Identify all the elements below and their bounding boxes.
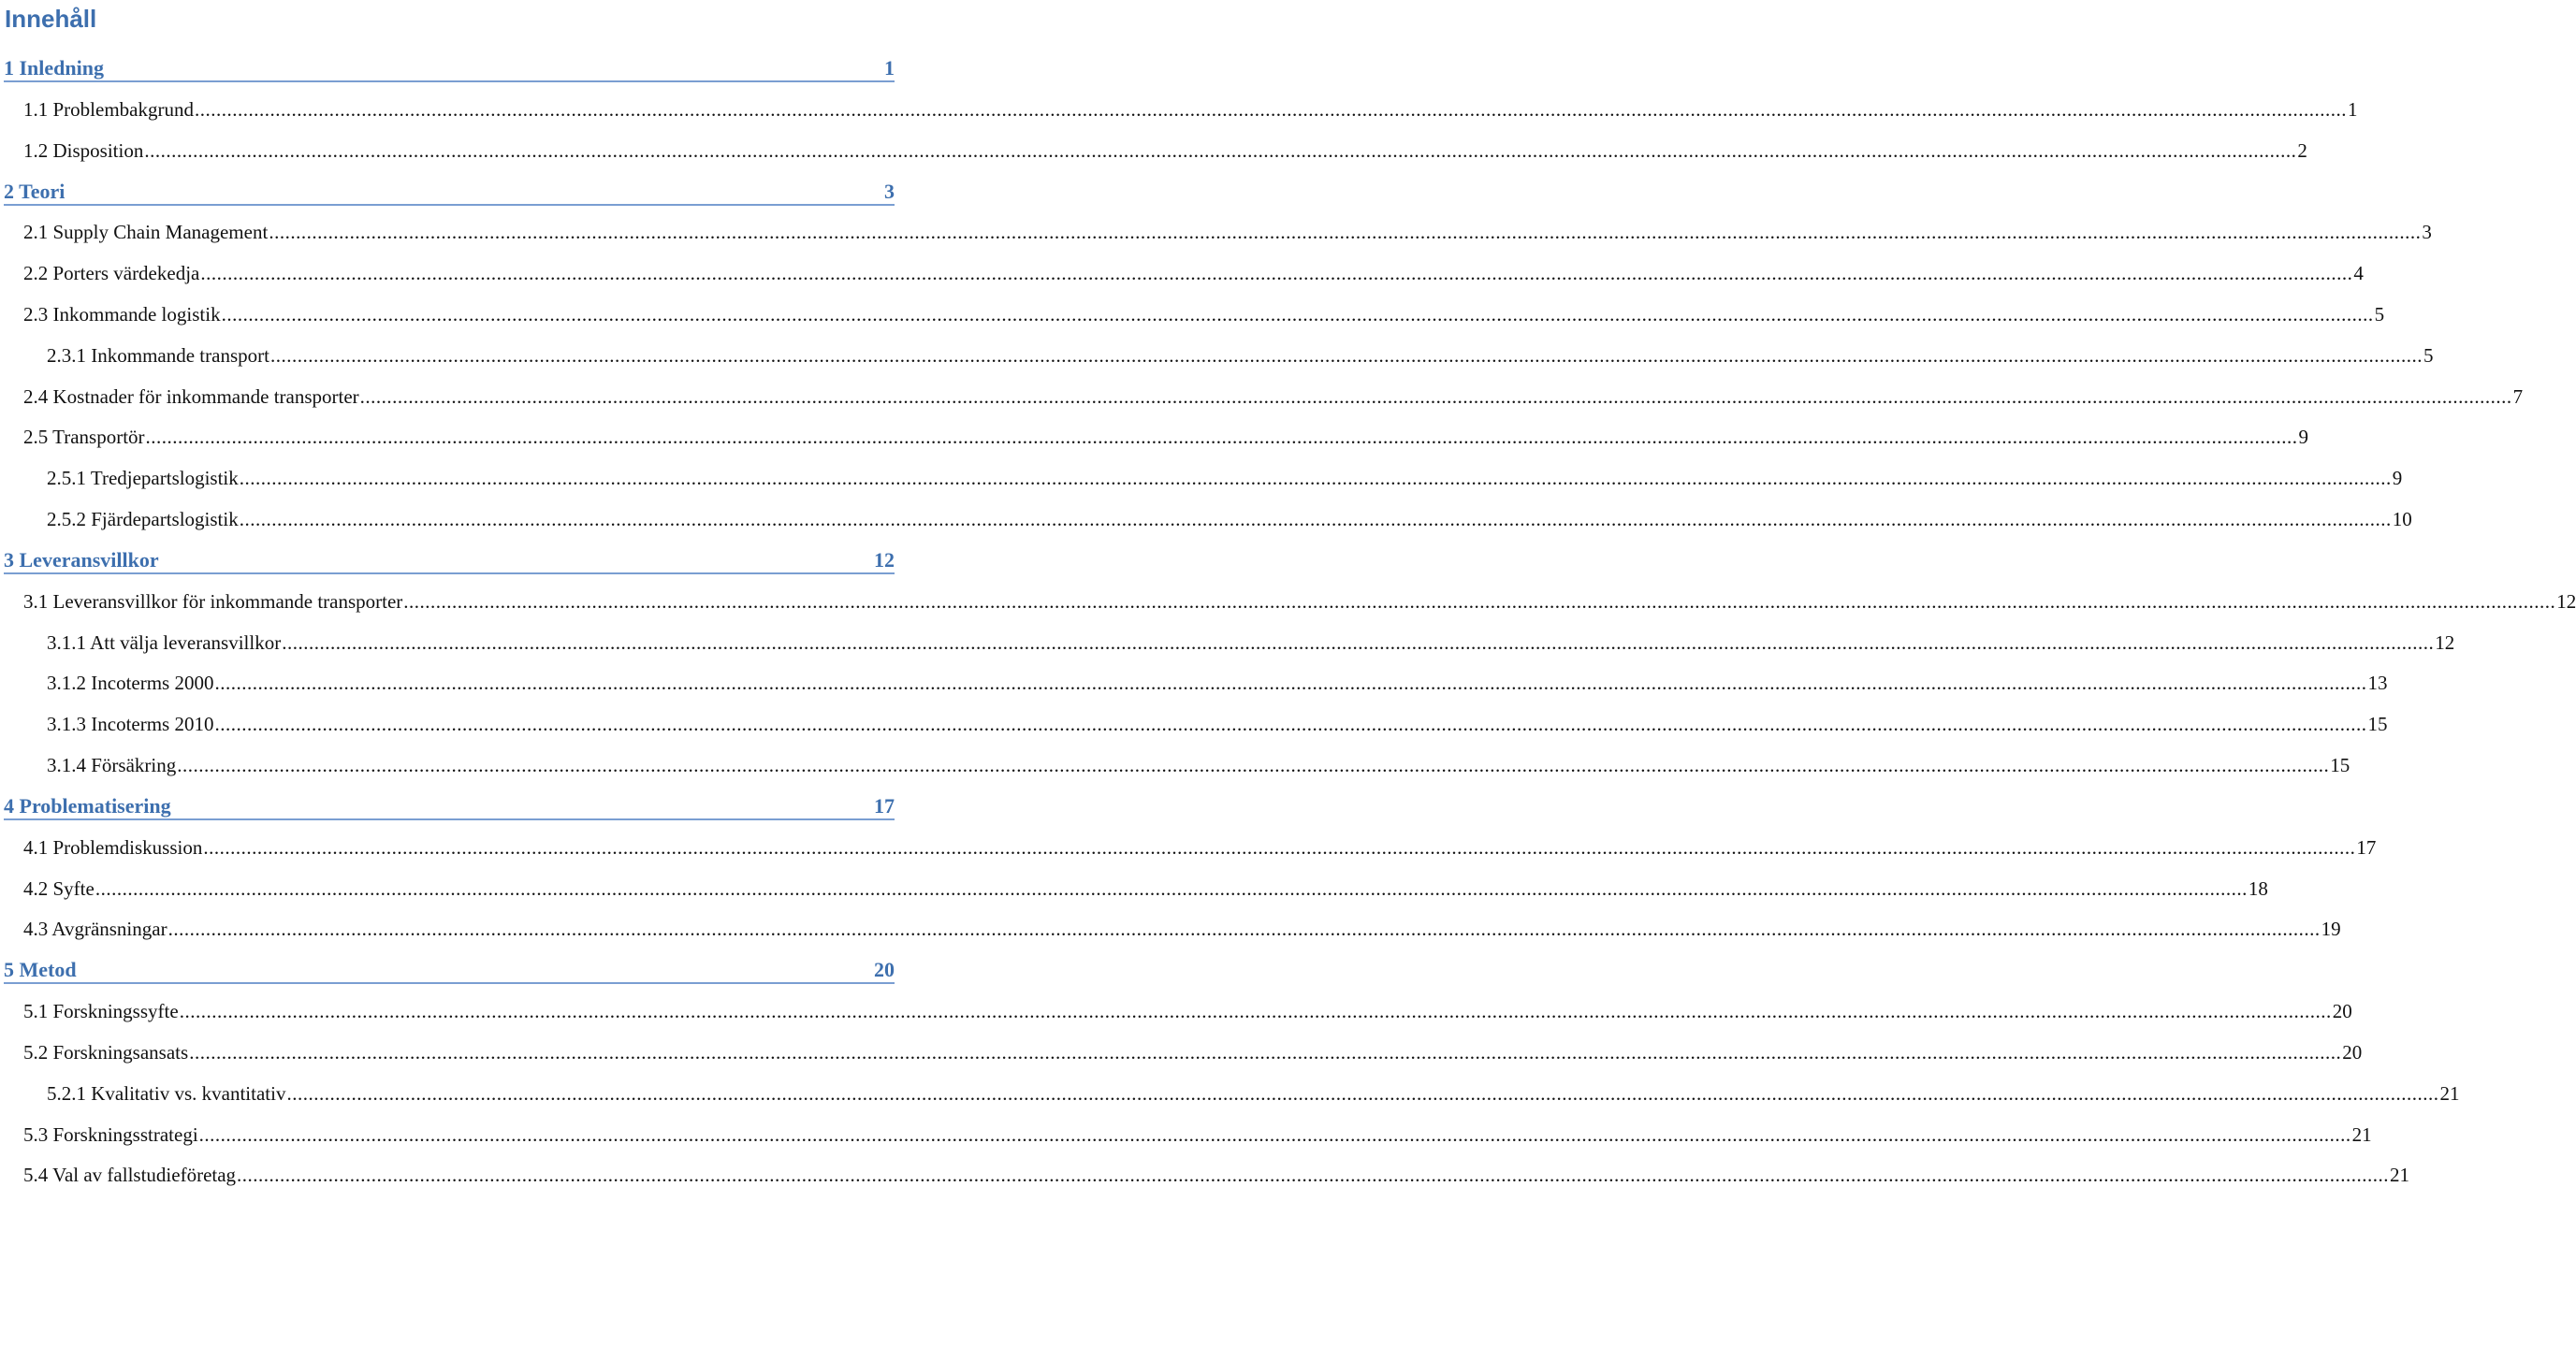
toc-entry-page-number: 7: [2512, 385, 2524, 408]
toc-entry-label: 5.1 Forskningssyfte: [23, 1000, 179, 1022]
toc-entry-label: 3.1 Leveransvillkor för inkommande transporter: [23, 590, 403, 613]
toc-entry-row[interactable]: [0, 995, 2352, 1023]
toc-entry-label: 2.3.1 Inkommande transport: [47, 344, 269, 367]
toc-entry-row[interactable]: [0, 381, 2524, 409]
toc-chapter-label: 5 Metod: [4, 958, 77, 981]
toc-entry-page-number: 21: [2351, 1123, 2372, 1146]
toc-dot-leader: ................................................................................................................................................................................................................................................................................................................................................................................................................: [282, 631, 2435, 654]
toc-entry-label: 3.1.4 Försäkring: [47, 754, 177, 776]
toc-entry-page-number: 17: [2356, 836, 2377, 859]
toc-entry-row[interactable]: [0, 873, 2268, 901]
toc-chapter-label: 2 Teori: [4, 180, 65, 203]
toc-entry-row[interactable]: [0, 216, 2432, 244]
toc-entry-row[interactable]: [0, 627, 2455, 655]
toc-dot-leader: ................................................................................................................................................................................................................................................................................................................................................................................................................: [269, 221, 2422, 243]
toc-chapter-label: 3 Leveransvillkor: [4, 548, 159, 572]
toc-chapter-page-number: 1: [884, 56, 895, 80]
toc-entry-row[interactable]: [0, 503, 2412, 531]
toc-chapter-row[interactable]: [4, 176, 895, 206]
toc-dot-leader: ................................................................................................................................................................................................................................................................................................................................................................................................................: [269, 344, 2423, 367]
toc-entry-row[interactable]: [0, 1159, 2410, 1187]
toc-entry-page-number: 12: [2556, 590, 2576, 613]
toc-dot-leader: ................................................................................................................................................................................................................................................................................................................................................................................................................: [221, 303, 2374, 326]
toc-entry-label: 1.2 Disposition: [23, 139, 144, 162]
toc-entry-page-number: 13: [2367, 672, 2388, 694]
toc-entry-page-number: 18: [2248, 877, 2268, 900]
toc-entry-page-number: 5: [2374, 303, 2385, 326]
toc-entry-label: 4.1 Problemdiskussion: [23, 836, 203, 859]
toc-dot-leader: ................................................................................................................................................................................................................................................................................................................................................................................................................: [177, 754, 2330, 776]
toc-entry-page-number: 3: [2422, 221, 2432, 243]
toc-entry-row[interactable]: [0, 749, 2350, 777]
toc-chapter-page-number: 3: [884, 180, 895, 203]
toc-entry-label: 4.3 Avgränsningar: [23, 918, 167, 940]
toc-entry-row[interactable]: [0, 586, 2576, 614]
toc-chapter-row[interactable]: [4, 954, 895, 984]
toc-entry-row[interactable]: [0, 667, 2388, 695]
toc-chapter-row[interactable]: [4, 790, 895, 820]
toc-entry-row[interactable]: [0, 1078, 2460, 1106]
toc-entry-label: 3.1.3 Incoterms 2010: [47, 713, 214, 735]
toc-entry-row[interactable]: [0, 1036, 2363, 1064]
toc-entry-label: 5.2 Forskningsansats: [23, 1041, 189, 1064]
toc-entry-label: 3.1.1 Att välja leveransvillkor: [47, 631, 282, 654]
toc-entry-page-number: 19: [2321, 918, 2341, 940]
toc-entry-label: 2.2 Porters värdekedja: [23, 262, 200, 284]
toc-entry-page-number: 9: [2392, 467, 2403, 489]
toc-entry-row[interactable]: [0, 94, 2358, 122]
toc-entry-label: 5.2.1 Kvalitativ vs. kvantitativ: [47, 1082, 286, 1105]
toc-entry-page-number: 21: [2439, 1082, 2460, 1105]
toc-dot-leader: ................................................................................................................................................................................................................................................................................................................................................................................................................: [144, 139, 2297, 162]
toc-entry-row[interactable]: [0, 257, 2364, 285]
toc-entry-label: 5.4 Val av fallstudieföretag: [23, 1164, 237, 1186]
toc-title: Innehåll: [5, 5, 97, 33]
toc-chapter-row[interactable]: [4, 52, 895, 82]
toc-dot-leader: ................................................................................................................................................................................................................................................................................................................................................................................................................: [179, 1000, 2332, 1022]
toc-entry-row[interactable]: [0, 421, 2309, 449]
toc-entry-page-number: 21: [2390, 1164, 2410, 1186]
toc-dot-leader: ................................................................................................................................................................................................................................................................................................................................................................................................................: [239, 467, 2392, 489]
toc-chapter-page-number: 12: [874, 548, 895, 572]
toc-entry-page-number: 20: [2342, 1041, 2363, 1064]
toc-entry-page-number: 15: [2367, 713, 2388, 735]
toc-entry-page-number: 9: [2298, 426, 2309, 448]
toc-dot-leader: ................................................................................................................................................................................................................................................................................................................................................................................................................: [214, 672, 2367, 694]
toc-entry-row[interactable]: [0, 298, 2385, 326]
toc-entry-page-number: 2: [2297, 139, 2307, 162]
toc-dot-leader: ................................................................................................................................................................................................................................................................................................................................................................................................................: [286, 1082, 2439, 1105]
toc-entry-row[interactable]: [0, 913, 2341, 941]
toc-dot-leader: ................................................................................................................................................................................................................................................................................................................................................................................................................: [214, 713, 2367, 735]
toc-dot-leader: ................................................................................................................................................................................................................................................................................................................................................................................................................: [359, 385, 2512, 408]
toc-dot-leader: ................................................................................................................................................................................................................................................................................................................................................................................................................: [194, 98, 2347, 121]
toc-chapter-label: 1 Inledning: [4, 56, 104, 80]
toc-dot-leader: ................................................................................................................................................................................................................................................................................................................................................................................................................: [95, 877, 2248, 900]
toc-entry-label: 1.1 Problembakgrund: [23, 98, 194, 121]
toc-dot-leader: ................................................................................................................................................................................................................................................................................................................................................................................................................: [167, 918, 2321, 940]
toc-dot-leader: ................................................................................................................................................................................................................................................................................................................................................................................................................: [237, 1164, 2390, 1186]
toc-entry-row[interactable]: [0, 832, 2377, 860]
toc-dot-leader: ................................................................................................................................................................................................................................................................................................................................................................................................................: [145, 426, 2298, 448]
toc-entry-page-number: 12: [2435, 631, 2455, 654]
toc-entry-page-number: 15: [2330, 754, 2350, 776]
toc-dot-leader: ................................................................................................................................................................................................................................................................................................................................................................................................................: [200, 262, 2353, 284]
toc-entry-page-number: 10: [2392, 508, 2412, 530]
toc-dot-leader: ................................................................................................................................................................................................................................................................................................................................................................................................................: [203, 836, 2356, 859]
toc-entry-label: 5.3 Forskningsstrategi: [23, 1123, 198, 1146]
toc-entry-label: 2.5.1 Tredjepartslogistik: [47, 467, 239, 489]
toc-entry-label: 2.4 Kostnader för inkommande transporter: [23, 385, 359, 408]
toc-entry-label: 2.5 Transportör: [23, 426, 145, 448]
toc-entry-page-number: 20: [2332, 1000, 2352, 1022]
toc-entry-page-number: 4: [2353, 262, 2364, 284]
toc-chapter-page-number: 17: [874, 794, 895, 818]
toc-dot-leader: ................................................................................................................................................................................................................................................................................................................................................................................................................: [239, 508, 2392, 530]
toc-entry-page-number: 5: [2423, 344, 2434, 367]
toc-entry-label: 4.2 Syfte: [23, 877, 95, 900]
toc-chapter-row[interactable]: [4, 544, 895, 574]
toc-entry-label: 3.1.2 Incoterms 2000: [47, 672, 214, 694]
toc-dot-leader: ................................................................................................................................................................................................................................................................................................................................................................................................................: [189, 1041, 2342, 1064]
toc-entry-label: 2.3 Inkommande logistik: [23, 303, 221, 326]
toc-entry-row[interactable]: [0, 708, 2388, 736]
toc-entry-label: 2.5.2 Fjärdepartslogistik: [47, 508, 239, 530]
toc-dot-leader: ................................................................................................................................................................................................................................................................................................................................................................................................................: [198, 1123, 2351, 1146]
toc-chapter-label: 4 Problematisering: [4, 794, 171, 818]
toc-chapter-page-number: 20: [874, 958, 895, 981]
toc-entry-row[interactable]: [0, 340, 2434, 368]
toc-dot-leader: ................................................................................................................................................................................................................................................................................................................................................................................................................: [403, 590, 2556, 613]
toc-entry-row[interactable]: [0, 462, 2403, 490]
toc-entry-row[interactable]: [0, 1119, 2372, 1147]
toc-entry-page-number: 1: [2347, 98, 2358, 121]
toc-entry-row[interactable]: [0, 135, 2307, 163]
toc-entry-label: 2.1 Supply Chain Management: [23, 221, 269, 243]
